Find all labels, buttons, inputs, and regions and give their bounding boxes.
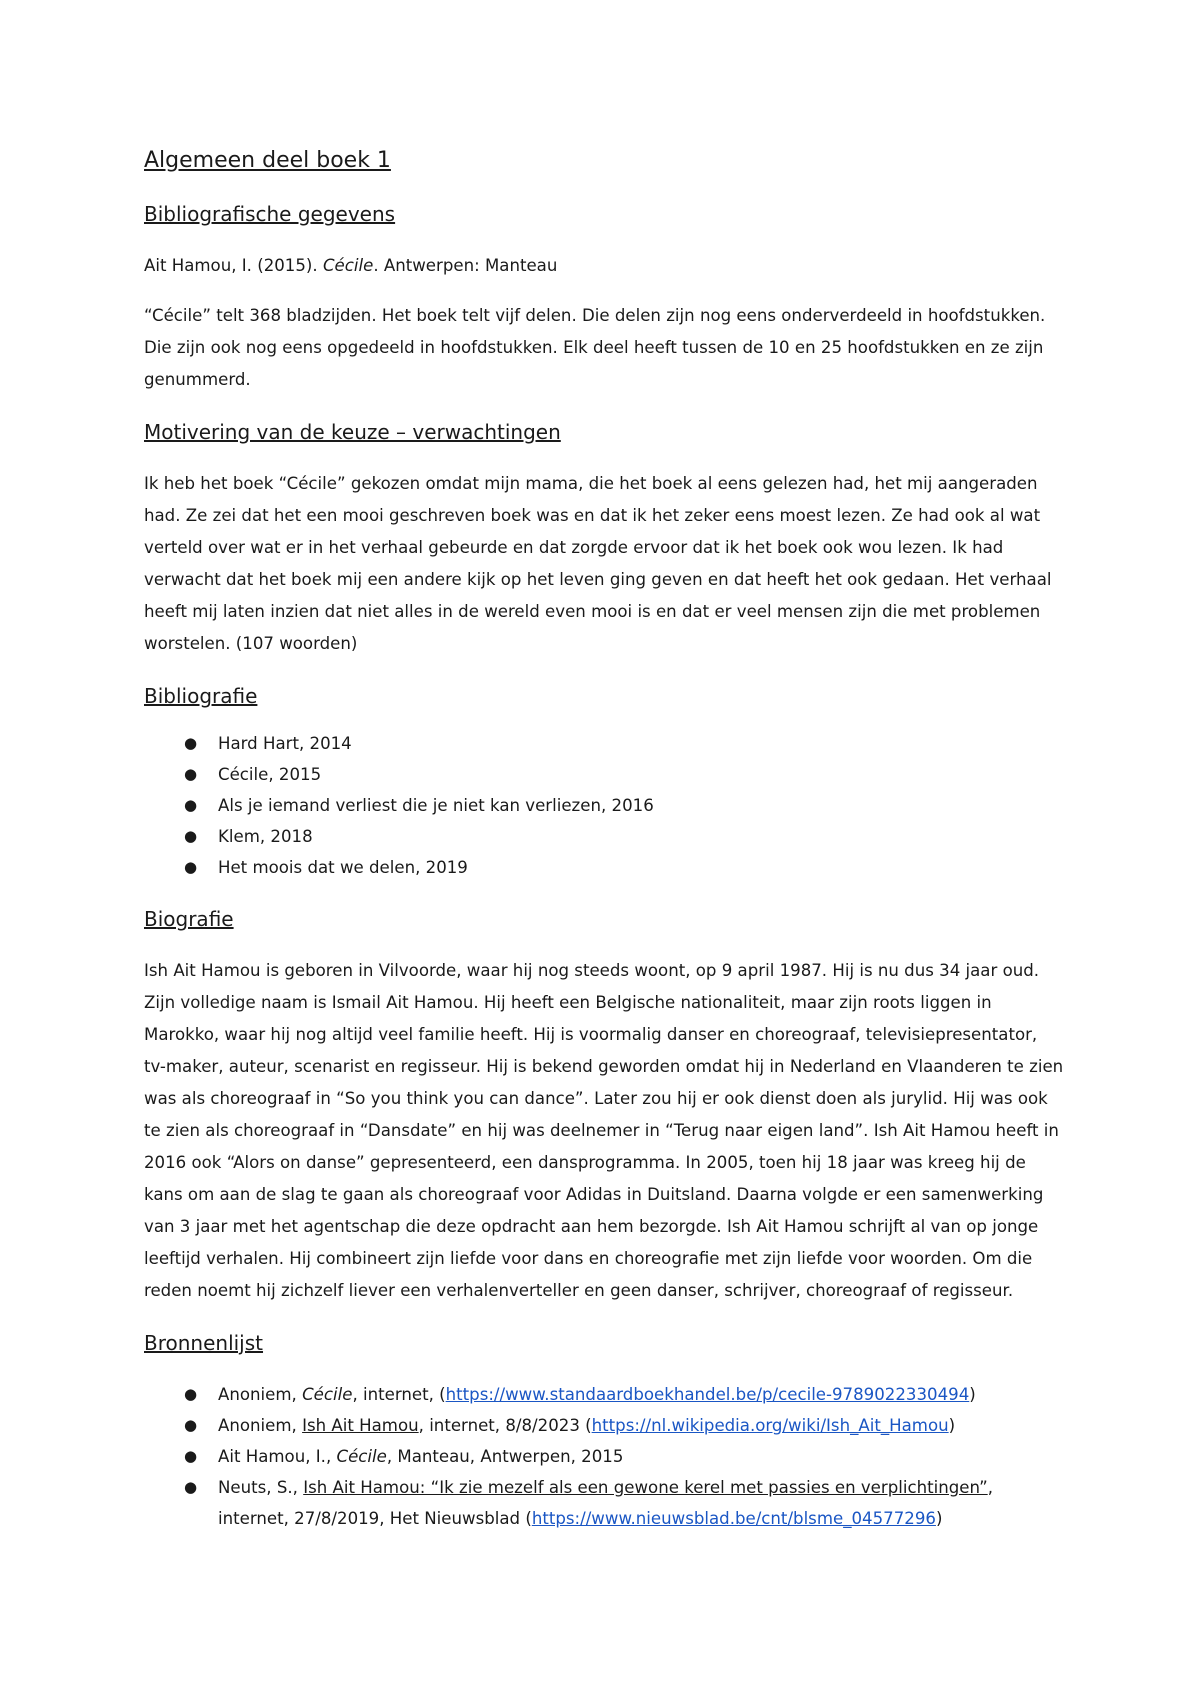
list-item: ● Het moois dat we delen, 2019 [144, 852, 1064, 883]
bullet-icon: ● [184, 1385, 198, 1403]
page-title: Algemeen deel boek 1 [144, 148, 391, 173]
bullet-icon: ● [184, 858, 198, 876]
bullet-icon: ● [184, 796, 198, 814]
source-item: ● Anoniem, Ish Ait Hamou, internet, 8/8/2023 (https://nl.wikipedia.org/wiki/Ish_Ait_Hamou) [144, 1410, 1064, 1441]
citation [144, 250, 1064, 282]
source-item: ● Neuts, S., Ish Ait Hamou: “Ik zie mezelf als een gewone kerel met passies en verplichtingen”, internet, 27/8/2019, Het Nieuwsblad (https://www.nieuwsblad.be/cnt/blsme_04577296) [144, 1472, 1064, 1534]
bibliography-list [144, 728, 1064, 883]
list-item: ● Als je iemand verliest die je niet kan verliezen, 2016 [144, 790, 1064, 821]
heading-biography: Biografie [144, 907, 234, 931]
heading-motivation: Motivering van de keuze – verwachtingen [144, 420, 561, 444]
heading-bibliographic-data: Bibliografische gegevens [144, 202, 396, 226]
source-link[interactable]: https://www.standaardboekhandel.be/p/cecile-9789022330494 [445, 1385, 970, 1404]
list-item: ● Klem, 2018 [144, 821, 1064, 852]
source-link[interactable]: https://nl.wikipedia.org/wiki/Ish_Ait_Hamou [591, 1416, 949, 1435]
citation-author: Ait Hamou, I. (2015). [144, 256, 323, 275]
bullet-icon: ● [184, 827, 198, 845]
heading-sources: Bronnenlijst [144, 1331, 264, 1355]
bullet-icon: ● [184, 1478, 198, 1496]
bullet-icon: ● [184, 765, 198, 783]
bullet-icon: ● [184, 1447, 198, 1465]
heading-bibliography: Bibliografie [144, 684, 258, 708]
motivation-text: Ik heb het boek “Cécile” gekozen omdat mijn mama, die het boek al eens gelezen had, het mij aangeraden had. Ze zei dat het een mooi geschreven boek was en dat ik het zeker eens moest lezen. Ze had ook al wat verteld over wat er in het verhaal gebeurde en dat zorgde ervoor dat ik het boek ook wou lezen. Ik had verwacht dat het boek mij een andere kijk op het leven ging geven en dat heeft het ook gedaan. Het verhaal heeft mij laten inzien dat niet alles in de wereld even mooi is en dat er veel mensen zijn die met problemen worstelen. (107 woorden) [144, 474, 1052, 653]
list-item: ● Cécile, 2015 [144, 759, 1064, 790]
citation-title: Cécile [322, 256, 374, 275]
citation-publisher: . Antwerpen: Manteau [373, 256, 558, 275]
list-item: ● Hard Hart, 2014 [144, 728, 1064, 759]
source-link[interactable]: https://www.nieuwsblad.be/cnt/blsme_04577296 [531, 1509, 936, 1528]
book-description: “Cécile” telt 368 bladzijden. Het boek telt vijf delen. Die delen zijn nog eens onderverdeeld in hoofdstukken. Die zijn ook nog eens opgedeeld in hoofdstukken. Elk deel heeft tussen de 10 en 25 hoofdstukken en ze zijn genummerd. [144, 306, 1046, 389]
bullet-icon: ● [184, 734, 198, 752]
source-item: ● Ait Hamou, I., Cécile, Manteau, Antwerpen, 2015 [144, 1441, 1064, 1472]
document-page [144, 146, 1064, 1534]
biography-text: Ish Ait Hamou is geboren in Vilvoorde, waar hij nog steeds woont, op 9 april 1987. Hij is nu dus 34 jaar oud. Zijn volledige naam is Ismail Ait Hamou. Hij heeft een Belgische nationaliteit, maar zijn roots liggen in Marokko, waar hij nog altijd veel familie heeft. Hij is voormalig danser en choreograaf, televisiepresentator, tv-maker, auteur, scenarist en regisseur. Hij is bekend geworden omdat hij in Nederland en Vlaanderen te zien was als choreograaf in “So you think you can dance”. Later zou hij er ook dienst doen als jurylid. Hij was ook te zien als choreograaf in “Dansdate” en hij was deelnemer in “Terug naar eigen land”. Ish Ait Hamou heeft in 2016 ook “Alors on danse” gepresenteerd, een dansprogramma. In 2005, toen hij 18 jaar was kreeg hij de kans om aan de slag te gaan als choreograaf voor Adidas in Duitsland. Daarna volgde er een samenwerking van 3 jaar met het agentschap die deze opdracht aan hem bezorgde. Ish Ait Hamou schrijft al van op jonge leeftijd verhalen. Hij combineert zijn liefde voor dans en choreografie met zijn liefde voor woorden. Om die reden noemt hij zichzelf liever een verhalenverteller en geen danser, schrijver, choreograaf of regisseur. [144, 961, 1064, 1300]
bullet-icon: ● [184, 1416, 198, 1434]
sources-list [144, 1379, 1064, 1534]
source-item: ● Anoniem, Cécile, internet, (https://www.standaardboekhandel.be/p/cecile-9789022330494) [144, 1379, 1064, 1410]
